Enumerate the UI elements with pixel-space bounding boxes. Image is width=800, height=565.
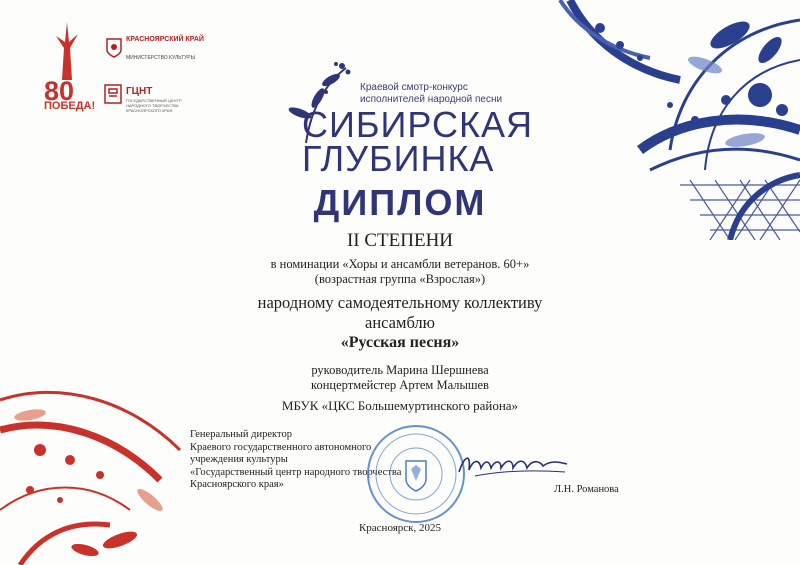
gcnt-subtitle: ГОСУДАРСТВЕННЫЙ ЦЕНТР НАРОДНОГО ТВОРЧЕСТВА КРАСНОЯРСКОГО КРАЯ: [126, 98, 182, 113]
recipient-line-2: ансамблю: [365, 313, 435, 332]
contest-title: [360, 82, 540, 106]
position-line-3: учреждения культуры: [190, 454, 288, 465]
handwritten-signature: [455, 448, 575, 482]
krai-subtitle: МИНИСТЕРСТВО КУЛЬТУРЫ: [126, 55, 196, 61]
organization-text: МБУК «ЦКС Большемуртинского района»: [281, 398, 519, 413]
victory-monument-icon: [52, 22, 82, 80]
place-date: Красноярск, 2025: [358, 522, 442, 534]
contest-line-2: исполнителей народной песни: [360, 94, 503, 105]
gcnt-logo-icon: [104, 84, 122, 104]
position-line-4: «Государственный центр народного творчества: [190, 466, 402, 478]
nomination-text: в номинации «Хоры и ансамбли ветеранов. 60+»: [270, 257, 530, 271]
position-line-1: Генеральный директор: [190, 429, 292, 440]
age-group-text: (возрастная группа «Взрослая»): [314, 272, 486, 286]
krai-title: КРАСНОЯРСКИЙ КРАЙ: [126, 36, 204, 43]
official-stamp-icon: [365, 423, 467, 525]
position-line-2: Краевого государственного автономного: [190, 441, 372, 453]
diploma-title: ДИПЛОМ: [313, 182, 487, 223]
brand-line-2: ГЛУБИНКА: [302, 138, 495, 179]
brand-line-1: СИБИРСКАЯ: [302, 104, 533, 145]
victory-text: ПОБЕДА!: [44, 100, 96, 112]
gcnt-title: ГЦНТ: [126, 86, 153, 97]
contest-line-1: Краевой смотр-конкурс: [360, 82, 468, 93]
degree-text: II СТЕПЕНИ: [346, 230, 454, 251]
recipient-name: «Русская песня»: [340, 334, 460, 351]
position-line-5: Красноярского края»: [190, 479, 284, 490]
krai-emblem-icon: [106, 38, 122, 58]
signer-name: Л.Н. Романова: [554, 484, 619, 495]
leader-text: руководитель Марина Шершнева: [311, 363, 489, 377]
accompanist-text: концертмейстер Артем Малышев: [311, 378, 489, 392]
recipient-line-1: народному самодеятельному коллективу: [257, 293, 543, 312]
victory-80-logo: 80: [44, 76, 75, 106]
